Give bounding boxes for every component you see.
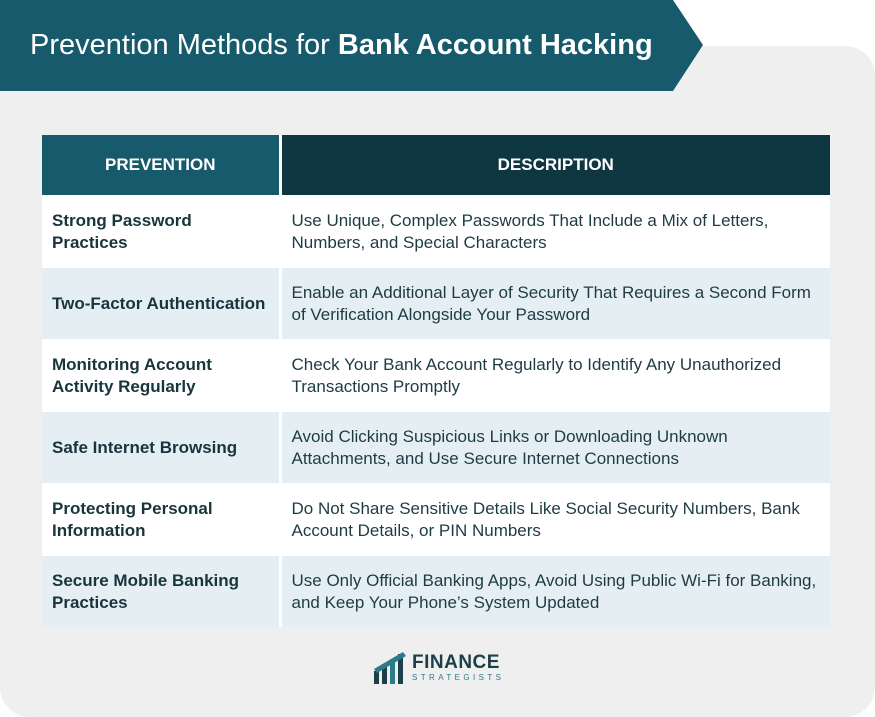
page-title-bold: Bank Account Hacking [337,29,653,61]
description-cell: Use Only Official Banking Apps, Avoid Using Public Wi-Fi for Banking, and Keep Your Phone’s System Updated [280,556,830,628]
brand-main-text: FINANCE [412,652,500,673]
table-header-row [42,135,830,196]
table-row [42,340,830,412]
finance-strategists-logo-icon [373,651,407,685]
brand-wordmark [412,653,504,683]
table-row [42,196,830,268]
page-title [30,24,653,66]
description-cell: Enable an Additional Layer of Security That Requires a Second Form of Verification Alongside Your Password [280,268,830,340]
description-cell: Avoid Clicking Suspicious Links or Downloading Unknown Attachments, and Use Secure Internet Connections [280,412,830,484]
prevention-cell: Monitoring Account Activity Regularly [42,340,280,412]
page-title-regular: Prevention Methods for [30,29,330,61]
table-row [42,268,830,340]
description-cell: Do Not Share Sensitive Details Like Social Security Numbers, Bank Account Details, or PIN Numbers [280,484,830,556]
brand-logo [373,650,504,686]
description-cell: Check Your Bank Account Regularly to Identify Any Unauthorized Transactions Promptly [280,340,830,412]
table-row [42,484,830,556]
prevention-cell: Protecting Personal Information [42,484,280,556]
prevention-cell: Two-Factor Authentication [42,268,280,340]
column-header-description: DESCRIPTION [280,135,830,196]
prevention-cell: Strong Password Practices [42,196,280,268]
table-row [42,412,830,484]
description-cell: Use Unique, Complex Passwords That Include a Mix of Letters, Numbers, and Special Characters [280,196,830,268]
prevention-table [42,135,830,627]
brand-sub-text: STRATEGISTS [412,673,505,682]
prevention-cell: Safe Internet Browsing [42,412,280,484]
column-header-prevention: PREVENTION [42,135,280,196]
prevention-cell: Secure Mobile Banking Practices [42,556,280,628]
table-row [42,556,830,628]
